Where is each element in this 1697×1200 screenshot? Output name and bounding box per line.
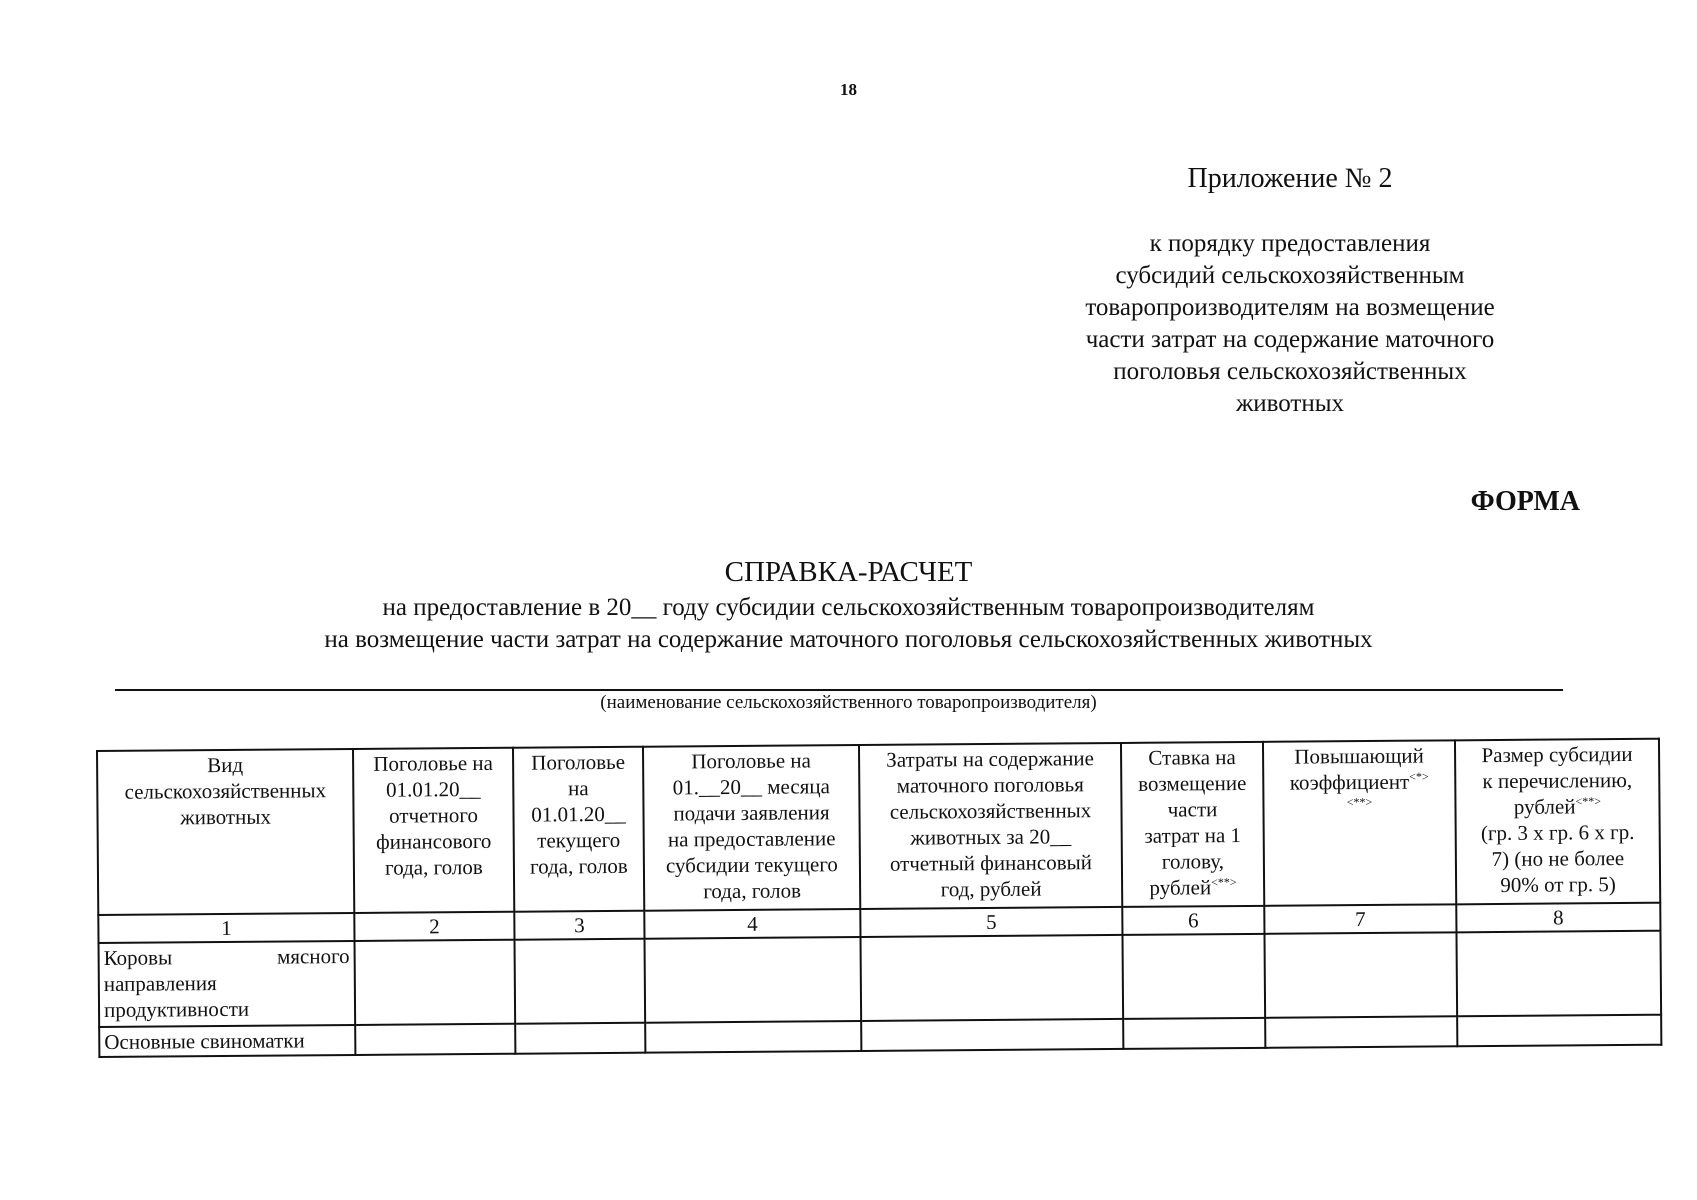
footnote-mark: <**> [1346, 794, 1373, 810]
data-cell[interactable] [355, 1024, 515, 1055]
document-subtitle-line-1: на предоставление в 20__ году субсидии сельскохозяйственным товаропроизводителям [382, 594, 1315, 621]
producer-name-caption: (наименование сельскохозяйственного товаропроизводителя) [600, 692, 1097, 713]
footnote-mark: <**> [1575, 794, 1602, 809]
column-number: 7 [1264, 904, 1456, 934]
header-subsidy-amount: Размер субсидии к перечислению, рублей<**> (гр. 3 х гр. 6 х гр. 7) (но не более 90% от гр. 5) [1455, 739, 1660, 905]
data-cell[interactable] [645, 1021, 861, 1053]
row-label-main-sows: Основные свиноматки [99, 1025, 355, 1057]
data-cell[interactable] [1123, 1018, 1265, 1049]
row-label-beef-cows: Коровы мясного направления продуктивности [99, 941, 356, 1027]
producer-name-field[interactable] [115, 689, 1563, 691]
table-header-row [97, 739, 1660, 915]
table-row [99, 931, 1662, 1027]
header-rate-per-head: Ставка на возмещение части затрат на 1 голову, рублей<**> [1121, 742, 1264, 907]
header-headcount-reporting-year: Поголовье на 01.01.20__ отчетного финансового года, голов [353, 748, 514, 913]
header-headcount-application-month: Поголовье на 01.__20__ месяца подачи заявления на предоставление субсидии текущего года, голов [643, 745, 860, 911]
document-title: СПРАВКА-РАСЧЕТ [724, 556, 973, 588]
data-cell[interactable] [355, 940, 516, 1025]
appendix-line: товаропроизводителям на возмещение [1085, 294, 1495, 321]
footnote-mark: <**> [1211, 875, 1237, 890]
appendix-line: животных [1235, 390, 1345, 417]
data-cell[interactable] [515, 939, 646, 1024]
column-number: 4 [644, 909, 860, 939]
form-label: ФОРМА [1470, 486, 1580, 517]
subsidy-calculation-table [96, 738, 1662, 1058]
footnote-mark: <*> [1409, 769, 1429, 784]
data-cell[interactable] [515, 1023, 645, 1054]
column-number: 6 [1122, 906, 1264, 935]
appendix-title: Приложение № 2 [1187, 163, 1393, 194]
header-headcount-current-year: Поголовье на 01.01.20__ текущего года, голов [513, 747, 644, 912]
appendix-line: части затрат на содержание маточного [1085, 326, 1495, 353]
column-number: 3 [514, 911, 644, 940]
appendix-line: к порядку предоставления [1149, 230, 1431, 257]
data-cell[interactable] [1457, 1015, 1661, 1047]
appendix-reference [1060, 228, 1520, 420]
column-number: 5 [860, 907, 1122, 937]
data-cell[interactable] [860, 935, 1123, 1021]
appendix-line: поголовья сельскохозяйственных [1113, 358, 1467, 385]
data-cell[interactable] [1456, 931, 1661, 1017]
data-cell[interactable] [1122, 934, 1265, 1019]
data-cell[interactable] [1264, 932, 1457, 1018]
page-number: 18 [840, 80, 857, 99]
data-cell[interactable] [1265, 1016, 1457, 1048]
data-cell[interactable] [644, 937, 861, 1023]
header-maintenance-costs: Затраты на содержание маточного поголовья сельскохозяйственных животных за 20__ отчетный финансовый год, рублей [859, 743, 1122, 909]
column-number: 1 [98, 913, 354, 943]
header-increasing-coefficient: Повышающий коэффициент<*> <**> [1263, 740, 1456, 906]
column-number: 2 [354, 912, 514, 941]
data-cell[interactable] [861, 1019, 1123, 1051]
appendix-line: субсидий сельскохозяйственным [1115, 262, 1465, 289]
column-number: 8 [1456, 903, 1660, 933]
document-subtitle-line-2: на возмещение части затрат на содержание маточного поголовья сельскохозяйственных животных [324, 626, 1373, 653]
header-animal-type: Вид сельскохозяйственных животных [97, 749, 354, 915]
